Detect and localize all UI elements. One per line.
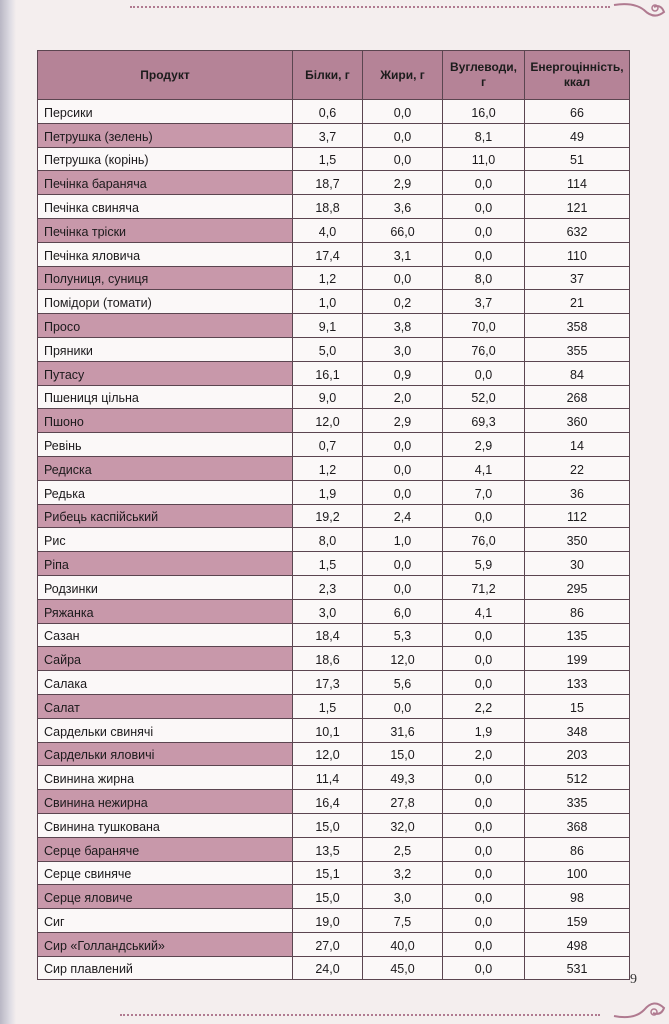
cell-energy: 98 — [525, 885, 630, 909]
cell-fat: 0,0 — [363, 575, 443, 599]
cell-product: Рибець каспійський — [38, 504, 293, 528]
cell-fat: 7,5 — [363, 909, 443, 933]
cell-protein: 3,0 — [293, 599, 363, 623]
cell-product: Редька — [38, 480, 293, 504]
cell-energy: 268 — [525, 385, 630, 409]
cell-carbs: 2,9 — [443, 433, 525, 457]
cell-protein: 1,2 — [293, 456, 363, 480]
cell-product: Сардельки свинячі — [38, 718, 293, 742]
cell-product: Печінка свиняча — [38, 195, 293, 219]
cell-protein: 11,4 — [293, 766, 363, 790]
table-row — [38, 861, 630, 885]
cell-fat: 0,0 — [363, 694, 443, 718]
cell-product: Ряжанка — [38, 599, 293, 623]
cell-fat: 1,0 — [363, 528, 443, 552]
cell-carbs: 16,0 — [443, 100, 525, 124]
cell-fat: 0,0 — [363, 123, 443, 147]
cell-product: Персики — [38, 100, 293, 124]
cell-product: Путасу — [38, 361, 293, 385]
table-row — [38, 837, 630, 861]
cell-fat: 2,9 — [363, 409, 443, 433]
cell-energy: 86 — [525, 837, 630, 861]
cell-carbs: 0,0 — [443, 837, 525, 861]
cell-carbs: 0,0 — [443, 766, 525, 790]
header-energy: Енергоцінність, ккал — [525, 51, 630, 100]
page-number: 9 — [630, 972, 637, 987]
table-row — [38, 195, 630, 219]
cell-product: Салака — [38, 671, 293, 695]
cell-fat: 3,1 — [363, 242, 443, 266]
cell-product: Ріпа — [38, 552, 293, 576]
cell-carbs: 4,1 — [443, 599, 525, 623]
cell-energy: 110 — [525, 242, 630, 266]
nutrition-table — [37, 50, 630, 980]
cell-product: Печінка бараняча — [38, 171, 293, 195]
cell-fat: 0,0 — [363, 552, 443, 576]
cell-fat: 6,0 — [363, 599, 443, 623]
table-row — [38, 409, 630, 433]
cell-energy: 36 — [525, 480, 630, 504]
cell-energy: 133 — [525, 671, 630, 695]
cell-product: Пшениця цільна — [38, 385, 293, 409]
cell-protein: 4,0 — [293, 218, 363, 242]
cell-product: Сир «Голландський» — [38, 932, 293, 956]
header-product: Продукт — [38, 51, 293, 100]
cell-carbs: 0,0 — [443, 242, 525, 266]
cell-fat: 0,0 — [363, 147, 443, 171]
cell-energy: 368 — [525, 813, 630, 837]
cell-carbs: 0,0 — [443, 790, 525, 814]
cell-product: Пряники — [38, 337, 293, 361]
cell-product: Пшоно — [38, 409, 293, 433]
cell-product: Петрушка (корінь) — [38, 147, 293, 171]
cell-carbs: 0,0 — [443, 361, 525, 385]
cell-protein: 12,0 — [293, 409, 363, 433]
cell-fat: 3,0 — [363, 337, 443, 361]
cell-fat: 45,0 — [363, 956, 443, 980]
cell-energy: 21 — [525, 290, 630, 314]
cell-protein: 15,0 — [293, 885, 363, 909]
table-row — [38, 885, 630, 909]
cell-protein: 18,8 — [293, 195, 363, 219]
table-row — [38, 575, 630, 599]
cell-protein: 8,0 — [293, 528, 363, 552]
cell-protein: 18,4 — [293, 623, 363, 647]
top-dotted-ornament — [130, 6, 610, 8]
cell-energy: 37 — [525, 266, 630, 290]
table-row — [38, 528, 630, 552]
cell-energy: 531 — [525, 956, 630, 980]
cell-protein: 9,0 — [293, 385, 363, 409]
cell-product: Серце яловиче — [38, 885, 293, 909]
cell-fat: 40,0 — [363, 932, 443, 956]
cell-protein: 19,0 — [293, 909, 363, 933]
cell-energy: 632 — [525, 218, 630, 242]
cell-energy: 30 — [525, 552, 630, 576]
cell-energy: 358 — [525, 314, 630, 338]
cell-energy: 355 — [525, 337, 630, 361]
cell-carbs: 76,0 — [443, 528, 525, 552]
cell-product: Рис — [38, 528, 293, 552]
cell-fat: 0,2 — [363, 290, 443, 314]
table-row — [38, 147, 630, 171]
cell-carbs: 7,0 — [443, 480, 525, 504]
cell-carbs: 8,0 — [443, 266, 525, 290]
cell-protein: 18,6 — [293, 647, 363, 671]
table-row — [38, 790, 630, 814]
table-row — [38, 123, 630, 147]
cell-protein: 17,3 — [293, 671, 363, 695]
table-row — [38, 956, 630, 980]
cell-protein: 17,4 — [293, 242, 363, 266]
cell-carbs: 0,0 — [443, 956, 525, 980]
table-row — [38, 599, 630, 623]
table-row — [38, 932, 630, 956]
cell-carbs: 0,0 — [443, 813, 525, 837]
table-row — [38, 290, 630, 314]
cell-protein: 3,7 — [293, 123, 363, 147]
table-row — [38, 218, 630, 242]
cell-energy: 121 — [525, 195, 630, 219]
cell-carbs: 71,2 — [443, 575, 525, 599]
cell-energy: 203 — [525, 742, 630, 766]
cell-product: Свинина жирна — [38, 766, 293, 790]
cell-fat: 5,3 — [363, 623, 443, 647]
table-row — [38, 456, 630, 480]
cell-carbs: 52,0 — [443, 385, 525, 409]
cell-energy: 86 — [525, 599, 630, 623]
cell-energy: 84 — [525, 361, 630, 385]
table-row — [38, 171, 630, 195]
cell-protein: 13,5 — [293, 837, 363, 861]
page-edge — [0, 0, 16, 1024]
cell-product: Помідори (томати) — [38, 290, 293, 314]
cell-energy: 199 — [525, 647, 630, 671]
cell-product: Серце свиняче — [38, 861, 293, 885]
cell-protein: 1,9 — [293, 480, 363, 504]
cell-carbs: 0,0 — [443, 861, 525, 885]
cell-product: Свинина нежирна — [38, 790, 293, 814]
cell-fat: 66,0 — [363, 218, 443, 242]
table-row — [38, 718, 630, 742]
cell-product: Полуниця, суниця — [38, 266, 293, 290]
cell-product: Печінка яловича — [38, 242, 293, 266]
cell-carbs: 0,0 — [443, 218, 525, 242]
cell-product: Печінка тріски — [38, 218, 293, 242]
cell-energy: 159 — [525, 909, 630, 933]
cell-protein: 19,2 — [293, 504, 363, 528]
cell-fat: 3,8 — [363, 314, 443, 338]
table-row — [38, 266, 630, 290]
cell-carbs: 0,0 — [443, 885, 525, 909]
cell-protein: 10,1 — [293, 718, 363, 742]
cell-energy: 335 — [525, 790, 630, 814]
cell-energy: 14 — [525, 433, 630, 457]
cell-energy: 49 — [525, 123, 630, 147]
header-carbs: Вуглеводи, г — [443, 51, 525, 100]
cell-fat: 27,8 — [363, 790, 443, 814]
cell-energy: 135 — [525, 623, 630, 647]
cell-carbs: 0,0 — [443, 671, 525, 695]
table-body — [38, 100, 630, 980]
cell-fat: 15,0 — [363, 742, 443, 766]
cell-product: Петрушка (зелень) — [38, 123, 293, 147]
cell-carbs: 3,7 — [443, 290, 525, 314]
table-row — [38, 314, 630, 338]
cell-product: Родзинки — [38, 575, 293, 599]
cell-protein: 18,7 — [293, 171, 363, 195]
cell-carbs: 4,1 — [443, 456, 525, 480]
cell-energy: 15 — [525, 694, 630, 718]
cell-energy: 112 — [525, 504, 630, 528]
cell-fat: 3,0 — [363, 885, 443, 909]
cell-fat: 0,0 — [363, 480, 443, 504]
table-row — [38, 242, 630, 266]
cell-energy: 360 — [525, 409, 630, 433]
cell-energy: 22 — [525, 456, 630, 480]
cell-energy: 51 — [525, 147, 630, 171]
cell-product: Сир плавлений — [38, 956, 293, 980]
cell-fat: 12,0 — [363, 647, 443, 671]
cell-fat: 3,6 — [363, 195, 443, 219]
table-row — [38, 766, 630, 790]
table-row — [38, 671, 630, 695]
cell-product: Ревінь — [38, 433, 293, 457]
cell-product: Просо — [38, 314, 293, 338]
cell-protein: 1,0 — [293, 290, 363, 314]
cell-energy: 295 — [525, 575, 630, 599]
cell-fat: 3,2 — [363, 861, 443, 885]
cell-protein: 12,0 — [293, 742, 363, 766]
cell-protein: 15,0 — [293, 813, 363, 837]
cell-protein: 15,1 — [293, 861, 363, 885]
cell-energy: 114 — [525, 171, 630, 195]
cell-carbs: 0,0 — [443, 623, 525, 647]
table-row — [38, 100, 630, 124]
corner-ornament-bottom-icon — [609, 984, 669, 1024]
table-row — [38, 361, 630, 385]
cell-protein: 5,0 — [293, 337, 363, 361]
cell-product: Сайра — [38, 647, 293, 671]
table-header-row — [38, 51, 630, 100]
corner-ornament-top-icon — [609, 0, 669, 30]
table-row — [38, 909, 630, 933]
nutrition-table-container — [37, 50, 624, 980]
cell-carbs: 2,2 — [443, 694, 525, 718]
cell-fat: 0,9 — [363, 361, 443, 385]
cell-energy: 498 — [525, 932, 630, 956]
cell-product: Сазан — [38, 623, 293, 647]
table-row — [38, 337, 630, 361]
cell-fat: 49,3 — [363, 766, 443, 790]
cell-fat: 5,6 — [363, 671, 443, 695]
cell-protein: 1,2 — [293, 266, 363, 290]
cell-energy: 66 — [525, 100, 630, 124]
cell-fat: 31,6 — [363, 718, 443, 742]
cell-protein: 27,0 — [293, 932, 363, 956]
header-protein: Білки, г — [293, 51, 363, 100]
cell-product: Редиска — [38, 456, 293, 480]
cell-fat: 2,0 — [363, 385, 443, 409]
cell-protein: 1,5 — [293, 552, 363, 576]
cell-product: Серце бараняче — [38, 837, 293, 861]
cell-carbs: 0,0 — [443, 932, 525, 956]
table-row — [38, 742, 630, 766]
table-row — [38, 694, 630, 718]
cell-protein: 0,7 — [293, 433, 363, 457]
cell-carbs: 11,0 — [443, 147, 525, 171]
cell-fat: 0,0 — [363, 100, 443, 124]
cell-protein: 0,6 — [293, 100, 363, 124]
cell-product: Салат — [38, 694, 293, 718]
cell-product: Сиг — [38, 909, 293, 933]
cell-protein: 2,3 — [293, 575, 363, 599]
cell-energy: 100 — [525, 861, 630, 885]
cell-fat: 2,9 — [363, 171, 443, 195]
cell-carbs: 0,0 — [443, 909, 525, 933]
cell-carbs: 76,0 — [443, 337, 525, 361]
cell-carbs: 8,1 — [443, 123, 525, 147]
cell-protein: 16,4 — [293, 790, 363, 814]
cell-energy: 512 — [525, 766, 630, 790]
table-row — [38, 813, 630, 837]
cell-protein: 16,1 — [293, 361, 363, 385]
table-row — [38, 647, 630, 671]
cell-fat: 2,4 — [363, 504, 443, 528]
cell-carbs: 5,9 — [443, 552, 525, 576]
cell-protein: 9,1 — [293, 314, 363, 338]
cell-fat: 0,0 — [363, 266, 443, 290]
cell-protein: 24,0 — [293, 956, 363, 980]
cell-carbs: 0,0 — [443, 195, 525, 219]
cell-product: Сардельки яловичі — [38, 742, 293, 766]
table-row — [38, 480, 630, 504]
table-row — [38, 433, 630, 457]
table-row — [38, 504, 630, 528]
table-row — [38, 385, 630, 409]
cell-protein: 1,5 — [293, 694, 363, 718]
cell-carbs: 0,0 — [443, 171, 525, 195]
cell-protein: 1,5 — [293, 147, 363, 171]
cell-carbs: 69,3 — [443, 409, 525, 433]
cell-fat: 2,5 — [363, 837, 443, 861]
cell-carbs: 2,0 — [443, 742, 525, 766]
cell-fat: 0,0 — [363, 456, 443, 480]
table-row — [38, 623, 630, 647]
cell-carbs: 0,0 — [443, 504, 525, 528]
cell-fat: 0,0 — [363, 433, 443, 457]
cell-energy: 348 — [525, 718, 630, 742]
cell-energy: 350 — [525, 528, 630, 552]
bottom-dotted-ornament — [120, 1014, 600, 1016]
cell-carbs: 1,9 — [443, 718, 525, 742]
cell-product: Свинина тушкована — [38, 813, 293, 837]
cell-fat: 32,0 — [363, 813, 443, 837]
header-fat: Жири, г — [363, 51, 443, 100]
cell-carbs: 70,0 — [443, 314, 525, 338]
table-row — [38, 552, 630, 576]
cell-carbs: 0,0 — [443, 647, 525, 671]
